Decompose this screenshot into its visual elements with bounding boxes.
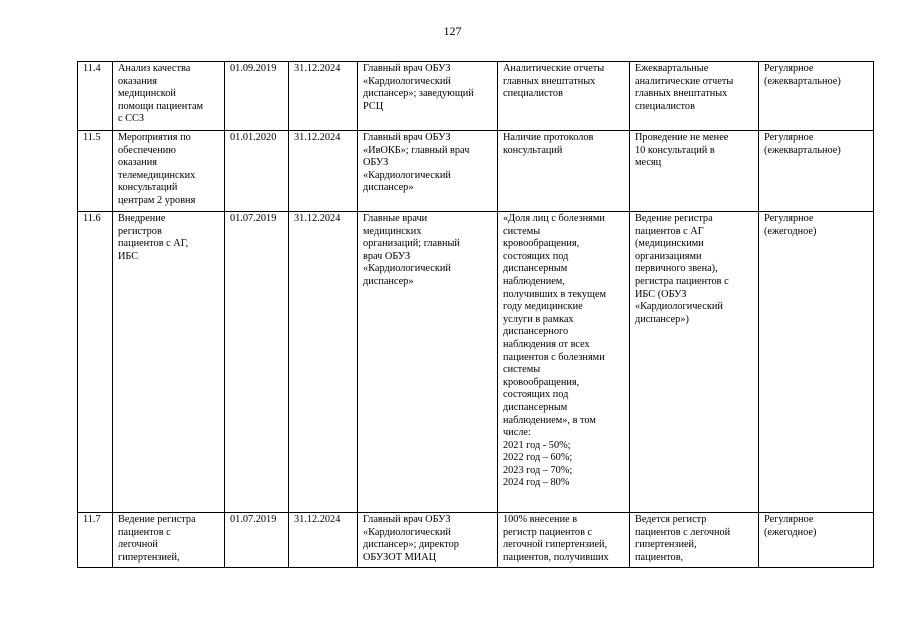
- plan-table: [77, 61, 874, 568]
- row-number: 11.6: [78, 212, 113, 513]
- end-date: 31.12.2024: [289, 62, 358, 131]
- activity-name: Мероприятия по обеспечению оказания телемедицинских консультаций центрам 2 уровня: [113, 131, 225, 212]
- indicator: 100% внесение в регистр пациентов с легочной гипертензией, пациентов, получивших: [498, 513, 630, 568]
- result: Ежеквартальные аналитические отчеты главных внештатных специалистов: [630, 62, 759, 131]
- end-date: 31.12.2024: [289, 513, 358, 568]
- row-number: 11.4: [78, 62, 113, 131]
- start-date: 01.01.2020: [225, 131, 289, 212]
- indicator: «Доля лиц с болезнями системы кровообращения, состоящих под диспансерным наблюдением, получивших в текущем году медицинские услуги в рамках диспансерного наблюдения от всех пациентов с болезнями системы кровообращения, состоящих под диспансерным наблюдением», в том числе: 2021 год - 50%; 2022 год – 60%; 2023 год – 70%; 2024 год – 80%: [498, 212, 630, 513]
- table-row: [78, 131, 874, 212]
- page-number: 127: [443, 24, 462, 38]
- indicator: Наличие протоколов консультаций: [498, 131, 630, 212]
- responsible: Главный врач ОБУЗ «Кардиологический диспансер»; директор ОБУЗОТ МИАЦ: [358, 513, 498, 568]
- table-row: [78, 62, 874, 131]
- result: Ведение регистра пациентов с АГ (медицинскими организациями первичного звена), регистра пациентов с ИБС (ОБУЗ «Кардиологический диспансер»): [630, 212, 759, 513]
- indicator: Аналитические отчеты главных внештатных специалистов: [498, 62, 630, 131]
- start-date: 01.09.2019: [225, 62, 289, 131]
- end-date: 31.12.2024: [289, 212, 358, 513]
- start-date: 01.07.2019: [225, 513, 289, 568]
- responsible: Главный врач ОБУЗ «ИвОКБ»; главный врач ОБУЗ «Кардиологический диспансер»: [358, 131, 498, 212]
- responsible: Главный врач ОБУЗ «Кардиологический диспансер»; заведующий РСЦ: [358, 62, 498, 131]
- end-date: 31.12.2024: [289, 131, 358, 212]
- activity-name: Внедрение регистров пациентов с АГ, ИБС: [113, 212, 225, 513]
- activity-type: Регулярное (ежеквартальное): [759, 62, 874, 131]
- activity-type: Регулярное (ежегодное): [759, 513, 874, 568]
- result: Ведется регистр пациентов с легочной гипертензией, пациентов,: [630, 513, 759, 568]
- start-date: 01.07.2019: [225, 212, 289, 513]
- row-number: 11.5: [78, 131, 113, 212]
- table-row: [78, 212, 874, 513]
- activity-type: Регулярное (ежеквартальное): [759, 131, 874, 212]
- activity-type: Регулярное (ежегодное): [759, 212, 874, 513]
- activity-name: Ведение регистра пациентов с легочной гипертензией,: [113, 513, 225, 568]
- activity-name: Анализ качества оказания медицинской помощи пациентам с ССЗ: [113, 62, 225, 131]
- responsible: Главные врачи медицинских организаций; главный врач ОБУЗ «Кардиологический диспансер»: [358, 212, 498, 513]
- table-row: [78, 513, 874, 568]
- result: Проведение не менее 10 консультаций в месяц: [630, 131, 759, 212]
- row-number: 11.7: [78, 513, 113, 568]
